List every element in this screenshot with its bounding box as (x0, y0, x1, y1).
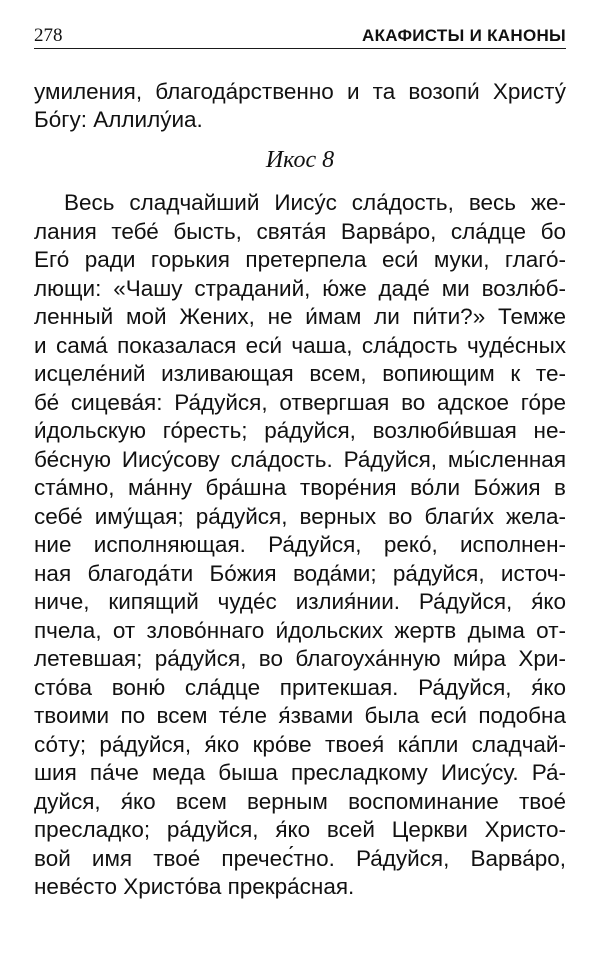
text-line: ленный мой Жених, не и́мам ли пи́ти?» Темже (34, 304, 566, 329)
text-line: умиления, благода́рственно и та возопи́ Христу́ (34, 79, 566, 104)
text-line: твоими по всем те́ле я́звами была еси́ подобна (34, 703, 566, 728)
text-line: Бо́гу: Аллилу́иа. (34, 107, 203, 132)
text-line: дуйся, я́ко всем верным воспоминание твое́ (34, 788, 566, 814)
text-line: и сама́ показалася еси́ чаша, сла́дость чуде́сных (34, 332, 566, 358)
text-line: лющи: «Чашу страданий, ю́же даде́ ми возлю́б- (34, 275, 566, 301)
text-line: вой имя твое́ пречес́тно. Ра́дуйся, Варва́ро, (34, 845, 566, 871)
text-line: Его́ ради горькия претерпела еси́ муки, глаго́- (34, 247, 566, 272)
text-line: себе́ иму́щая; ра́дуйся, верных во благи́х жела- (34, 503, 566, 529)
text-line: шия па́че меда быша пресладкому Иису́су. Ра́- (34, 760, 566, 785)
text-line: ние исполняющая. Ра́дуйся, реко́, исполнен- (34, 532, 566, 557)
text-line: со́ту; ра́дуйся, я́ко кро́ве твоея́ ка́пли сладчай- (34, 731, 566, 757)
text-line: пчела, от злово́ннаго и́дольских жертв дыма от- (34, 617, 566, 643)
text-line: исцеле́ний изливающая всем, вопиющим к те- (34, 361, 566, 386)
text-line: сто́ва воню́ сла́дце притекшая. Ра́дуйся, я́ко (34, 674, 566, 700)
text-line: бе́ сицева́я: Ра́дуйся, отвергшая во адское го́ре (34, 389, 566, 415)
text-line: лания тебе́ бысть, свята́я Варва́ро, сла́дце бо (34, 218, 566, 244)
text-line: и́дольскую го́ресть; ра́дуйся, возлюби́вшая не- (34, 418, 566, 443)
text-line: ниче, кипящий чуде́с излия́нии. Ра́дуйся, я́ко (34, 589, 566, 614)
text-line: ста́мно, ма́нну бра́шна творе́ния во́ли Бо́жия в (34, 475, 566, 500)
text-line: летевшая; ра́дуйся, во благоуха́нную ми́ра Хри- (34, 646, 566, 671)
text-line: неве́сто Христо́ва прекра́сная. (34, 874, 355, 899)
text-line: пресладко; ра́дуйся, я́ко всей Церкви Христо- (34, 817, 566, 842)
running-section-title: АКАФИСТЫ И КАНОНЫ (362, 26, 566, 45)
text-line: бе́сную Иису́сову сла́дость. Ра́дуйся, мы́сленная (34, 446, 566, 472)
text-line: Весь сладчайший Иису́с сла́дость, весь же- (64, 190, 566, 215)
running-header (34, 24, 566, 49)
text-line: ная благода́ти Бо́жия вода́ми; ра́дуйся, источ- (34, 560, 566, 586)
page-number: 278 (34, 25, 63, 46)
ikos-heading: Икос 8 (265, 147, 335, 173)
